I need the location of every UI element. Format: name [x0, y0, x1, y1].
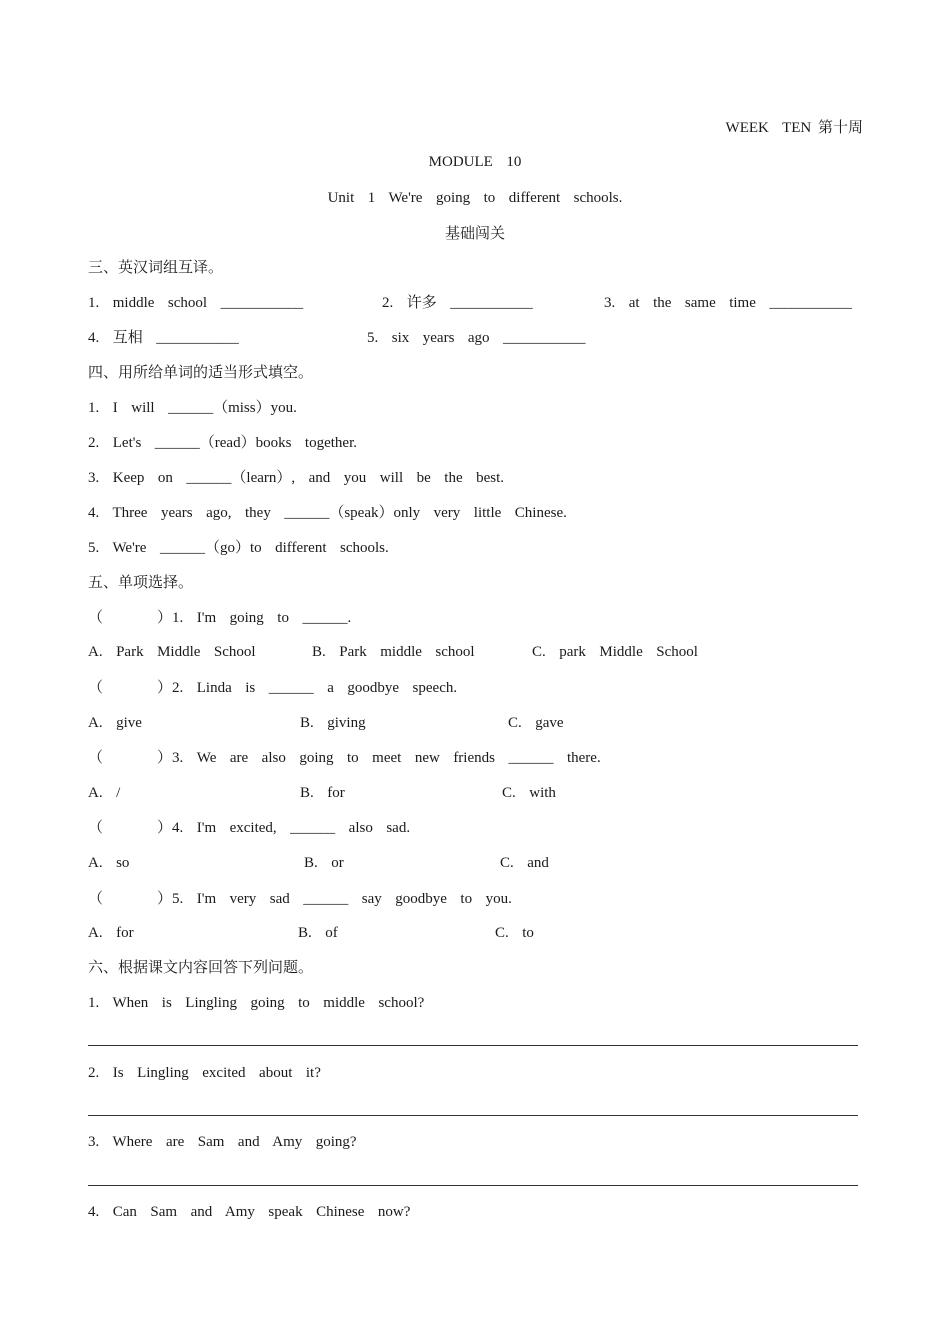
mc-q1-option-b: B. Park middle school — [312, 644, 475, 660]
mc-q3-option-a: A. / — [88, 785, 121, 801]
mc-q2-option-b: B. giving — [300, 715, 366, 731]
section4-item-4: 4. Three years ago, they ______（speak）only very little Chinese. — [88, 505, 567, 521]
section6-title: 六、根据课文内容回答下列问题。 — [88, 960, 314, 976]
mc-question-5: （ ）5. I'm very sad ______ say goodbye to you. — [88, 891, 512, 907]
mc-question-2: （ ）2. Linda is ______ a goodbye speech. — [88, 680, 458, 696]
section3-item-3: 3. at the same time ___________ — [604, 295, 852, 311]
answer-question-1: 1. When is Lingling going to middle school? — [88, 995, 425, 1011]
unit-title: Unit 1 We're going to different schools. — [327, 190, 623, 206]
section3-item-1: 1. middle school ___________ — [88, 295, 304, 311]
section3-item-2: 2. 许多 ___________ — [382, 295, 533, 311]
answer-question-2: 2. Is Lingling excited about it? — [88, 1065, 321, 1081]
section3-item-4: 4. 互相 ___________ — [88, 330, 239, 346]
mc-q2-option-c: C. gave — [508, 715, 564, 731]
mc-question-3: （ ）3. We are also going to meet new friends ______ there. — [88, 750, 601, 766]
mc-q4-option-a: A. so — [88, 855, 130, 871]
mc-question-4: （ ）4. I'm excited, ______ also sad. — [88, 820, 411, 836]
section4-title: 四、用所给单词的适当形式填空。 — [88, 365, 314, 381]
mc-q1-option-a: A. Park Middle School — [88, 644, 256, 660]
answer-line-1[interactable] — [88, 1045, 858, 1046]
week-label: WEEK TEN 第十周 — [725, 120, 863, 136]
section4-item-5: 5. We're ______（go）to different schools. — [88, 540, 389, 556]
mc-q3-option-b: B. for — [300, 785, 345, 801]
mc-q2-option-a: A. give — [88, 715, 142, 731]
mc-q3-option-c: C. with — [502, 785, 556, 801]
mc-q5-option-c: C. to — [495, 925, 534, 941]
section3-item-5: 5. six years ago ___________ — [367, 330, 586, 346]
answer-line-2[interactable] — [88, 1115, 858, 1116]
level-heading: 基础闯关 — [444, 226, 505, 242]
module-title: MODULE 10 — [428, 154, 522, 170]
mc-q5-option-a: A. for — [88, 925, 134, 941]
answer-line-3[interactable] — [88, 1185, 858, 1186]
mc-q4-option-c: C. and — [500, 855, 549, 871]
mc-q5-option-b: B. of — [298, 925, 338, 941]
answer-question-3: 3. Where are Sam and Amy going? — [88, 1134, 357, 1150]
section4-item-3: 3. Keep on ______（learn）, and you will be the best. — [88, 470, 505, 486]
section3-title: 三、英汉词组互译。 — [88, 260, 224, 276]
mc-q1-option-c: C. park Middle School — [532, 644, 698, 660]
section4-item-1: 1. I will ______（miss）you. — [88, 400, 297, 416]
mc-question-1: （ ）1. I'm going to ______. — [88, 610, 352, 626]
section5-title: 五、单项选择。 — [88, 575, 194, 591]
section4-item-2: 2. Let's ______（read）books together. — [88, 435, 357, 451]
mc-q4-option-b: B. or — [304, 855, 344, 871]
answer-question-4: 4. Can Sam and Amy speak Chinese now? — [88, 1204, 411, 1220]
